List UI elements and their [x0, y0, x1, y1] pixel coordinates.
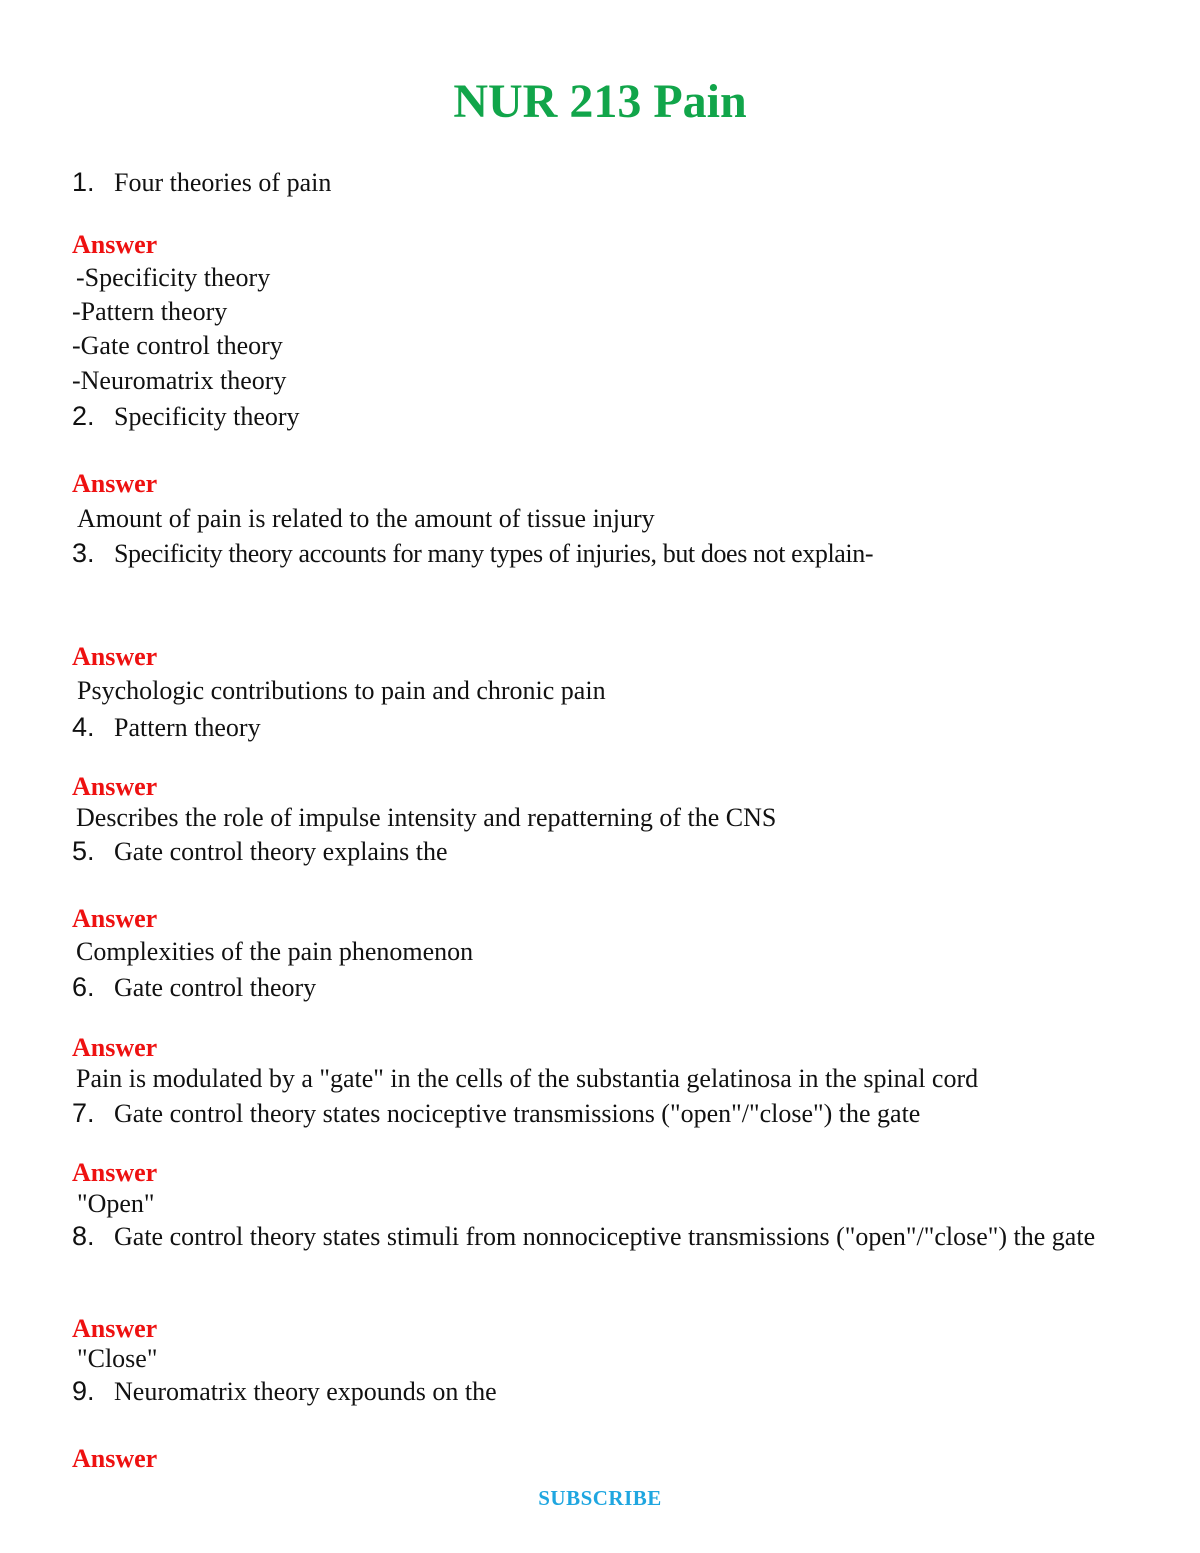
question-6	[72, 971, 316, 1004]
answer-text: -Specificity theory	[76, 263, 271, 292]
question-number: 3.	[72, 538, 95, 568]
answer-label: Answer	[72, 1314, 158, 1343]
question-text: Neuromatrix theory expounds on the	[114, 1377, 497, 1406]
question-text: Four theories of pain	[114, 168, 332, 197]
answer-label: Answer	[72, 904, 158, 933]
question-text: Gate control theory states stimuli from nonnociceptive transmissions ("open"/"close") the gate	[114, 1222, 1096, 1251]
question-text: Gate control theory	[114, 973, 317, 1002]
question-5	[72, 835, 448, 868]
question-1	[72, 166, 331, 199]
question-4	[72, 711, 261, 744]
question-number: 7.	[72, 1098, 95, 1128]
answer-label: Answer	[72, 1444, 158, 1473]
answer-text: -Neuromatrix theory	[72, 366, 287, 395]
answer-text: Describes the role of impulse intensity and repatterning of the CNS	[76, 803, 777, 832]
answer-text: "Open"	[77, 1189, 155, 1218]
question-number: 5.	[72, 836, 95, 866]
answer-text: Psychologic contributions to pain and chronic pain	[77, 676, 606, 705]
answer-label: Answer	[72, 1033, 158, 1062]
question-2	[72, 400, 300, 433]
page-title: NUR 213 Pain	[453, 75, 747, 128]
answer-text: Pain is modulated by a "gate" in the cells of the substantia gelatinosa in the spinal cord	[76, 1064, 979, 1093]
question-number: 8.	[72, 1221, 95, 1251]
question-text: Gate control theory explains the	[114, 837, 448, 866]
answer-label: Answer	[72, 1158, 158, 1187]
answer-text: -Gate control theory	[72, 331, 283, 360]
question-text: Specificity theory	[114, 402, 300, 431]
question-number: 6.	[72, 972, 95, 1002]
question-number: 2.	[72, 401, 95, 431]
answer-text: Complexities of the pain phenomenon	[76, 937, 474, 966]
answer-label: Answer	[72, 772, 158, 801]
answer-label: Answer	[72, 642, 158, 671]
answer-text: -Pattern theory	[72, 297, 228, 326]
question-7	[72, 1097, 920, 1130]
question-9	[72, 1375, 497, 1408]
question-number: 9.	[72, 1376, 95, 1406]
question-text: Specificity theory accounts for many types of injuries, but does not explain-	[114, 539, 874, 568]
question-8	[72, 1221, 1112, 1252]
answer-label: Answer	[72, 230, 158, 259]
question-text: Gate control theory states nociceptive transmissions ("open"/"close") the gate	[114, 1099, 921, 1128]
answer-text: "Close"	[77, 1344, 158, 1373]
question-number: 4.	[72, 712, 95, 742]
subscribe-link[interactable]: SUBSCRIBE	[538, 1486, 662, 1510]
question-number: 1.	[72, 167, 95, 197]
question-3	[72, 537, 873, 570]
question-text: Pattern theory	[114, 713, 261, 742]
answer-text: Amount of pain is related to the amount of tissue injury	[77, 504, 655, 533]
answer-label: Answer	[72, 469, 158, 498]
